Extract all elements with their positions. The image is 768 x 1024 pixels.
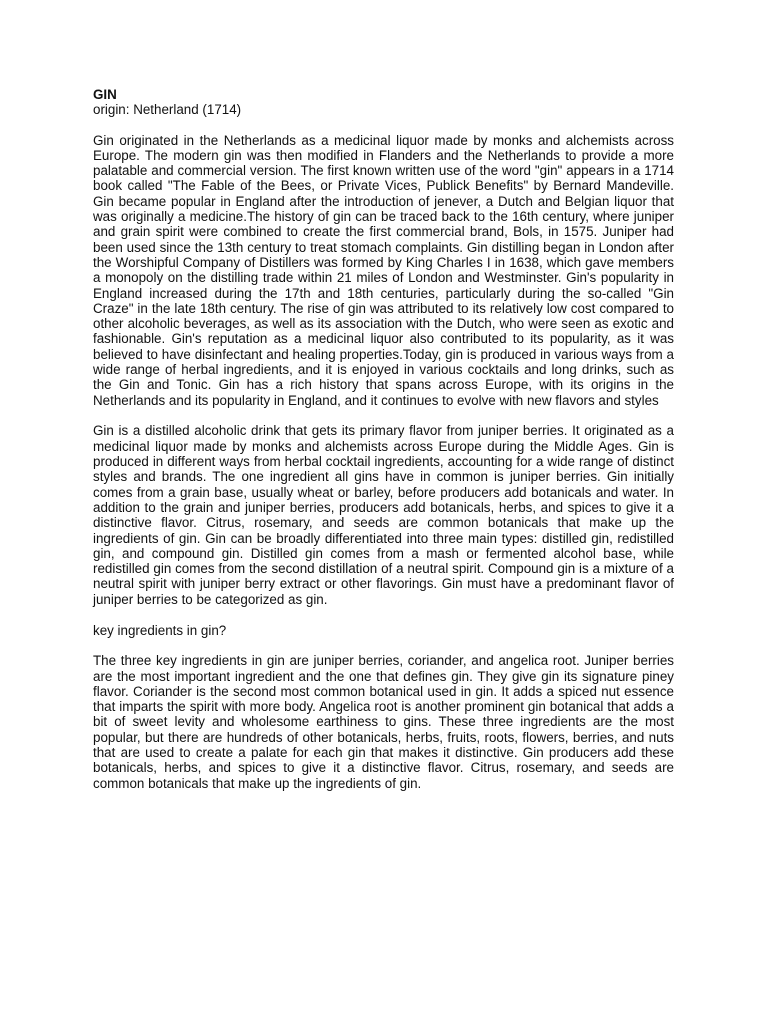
document-page — [93, 87, 674, 806]
ingredients-paragraph: The three key ingredients in gin are juniper berries, coriander, and angelica root. Juniper berries are the most important ingredient and the one that defines gin. They give gin its signature piney flavor. Coriander is the second most common botanical used in gin. It adds a spiced nut essence that imparts the spirit with more body. Angelica root is another prominent gin botanical that adds a bit of sweet levity and wholesome earthiness to gins. These three ingredients are the most popular, but there are hundreds of other botanicals, herbs, fruits, roots, flowers, berries, and nuts that are used to create a palate for each gin that makes it distinctive. Gin producers add these botanicals, herbs, and spices to give it a distinctive flavor. Citrus, rosemary, and seeds are common botanicals that make up the ingredients of gin. — [93, 653, 674, 791]
document-title: GIN — [93, 87, 117, 102]
ingredients-question: key ingredients in gin? — [93, 622, 227, 638]
history-paragraph: Gin originated in the Netherlands as a medicinal liquor made by monks and alchemists across Europe. The modern gin was then modified in Flanders and the Netherlands to provide a more palatable and commercial version. The first known written use of the word "gin" appears in a 1714 book called "The Fable of the Bees, or Private Vices, Publick Benefits" by Bernard Mandeville. Gin became popular in England after the introduction of jenever, a Dutch and Belgian liquor that was originally a medicine.The history of gin can be traced back to the 16th century, where juniper and grain spirit were combined to create the first commercial brand, Bols, in 1575. Juniper had been used since the 13th century to treat stomach complaints. Gin distilling began in London after the Worshipful Company of Distillers was formed by King Charles I in 1638, which gave members a monopoly on the distilling trade within 21 miles of London and Westminster. Gin's popularity in England increased during the 17th and 18th centuries, particularly during the so-called "Gin Craze" in the late 18th century. The rise of gin was attributed to its relatively low cost compared to other alcoholic beverages, as well as its association with the Dutch, who were seen as exotic and fashionable. Gin's reputation as a medicinal liquor also contributed to its popularity, as it was believed to have disinfectant and healing properties.Today, gin is produced in various ways from a wide range of herbal ingredients, and it is enjoyed in various cocktails and long drinks, such as the Gin and Tonic. Gin has a rich history that spans across Europe, with its origins in the Netherlands and its popularity in England, and it continues to evolve with new flavors and styles — [93, 132, 674, 408]
description-paragraph: Gin is a distilled alcoholic drink that gets its primary flavor from juniper berries. It originated as a medicinal liquor made by monks and alchemists across Europe during the Middle Ages. Gin is produced in different ways from herbal cocktail ingredients, accounting for a wide range of distinct styles and brands. The one ingredient all gins have in common is juniper berries. Gin initially comes from a grain base, usually wheat or barley, before producers add botanicals and water. In addition to the grain and juniper berries, producers add botanicals, herbs, and spices to give it a distinctive flavor. Citrus, rosemary, and seeds are common botanicals that make up the ingredients of gin. Gin can be broadly differentiated into three main types: distilled gin, redistilled gin, and compound gin. Distilled gin comes from a mash or fermented alcohol base, while redistilled gin comes from the second distillation of a neutral spirit. Compound gin is a mixture of a neutral spirit with juniper berry extract or other flavorings. Gin must have a predominant flavor of juniper berries to be categorized as gin. — [93, 423, 674, 607]
document-origin: origin: Netherland (1714) — [93, 102, 242, 118]
